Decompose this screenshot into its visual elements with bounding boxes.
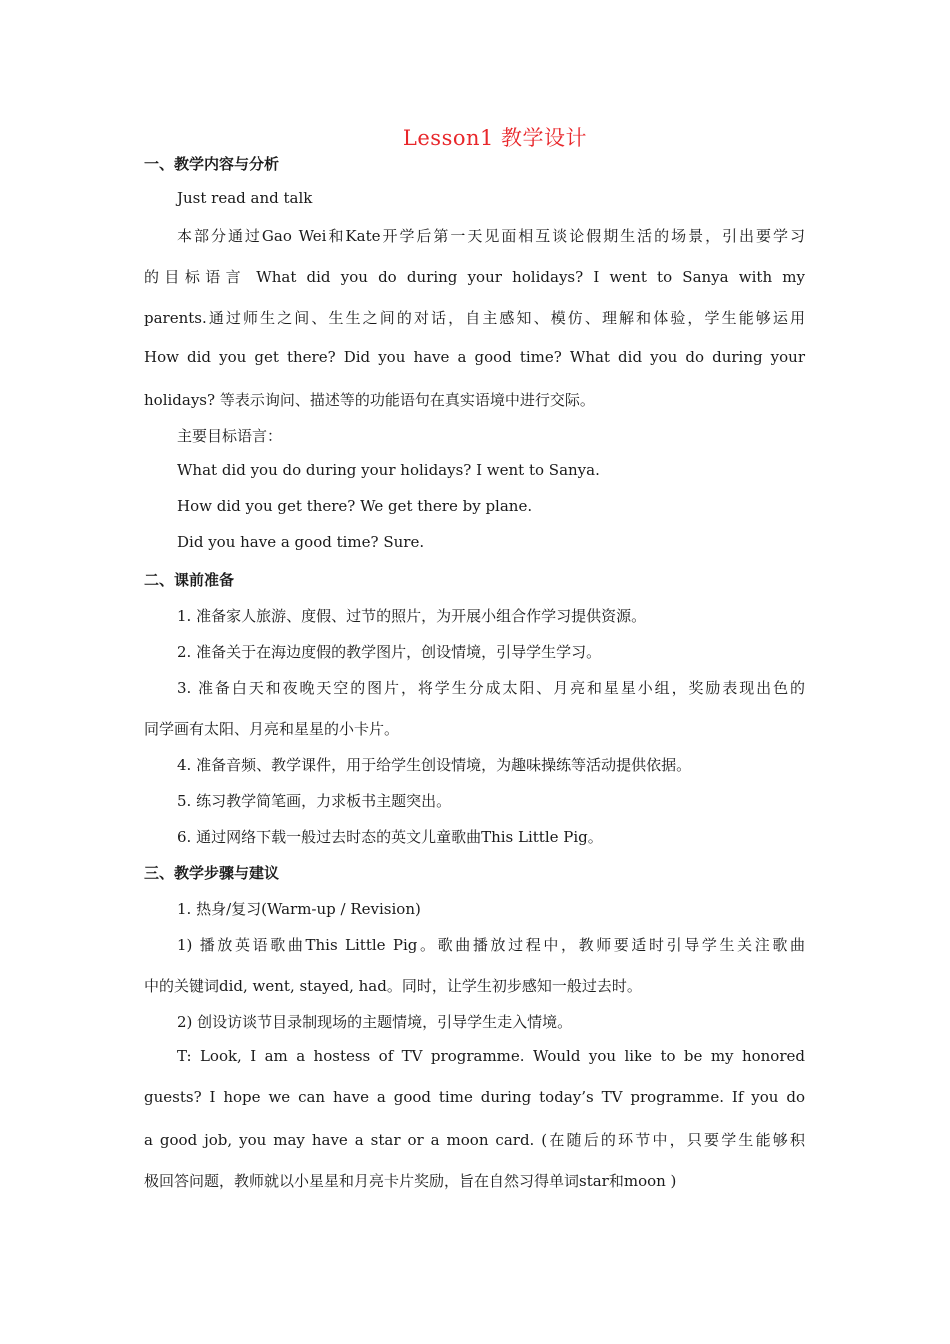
paragraph-line: 2) 创设访谈节目录制现场的主题情境，引导学生走入情境。 (177, 1013, 573, 1031)
section-heading-teaching-steps: 三、教学步骤与建议 (144, 864, 280, 882)
paragraph-line: 1. 热身/复习(Warm-up / Revision) (177, 900, 421, 918)
paragraph-line: holidays? 等表示询问、描述等的功能语句在真实语境中进行交际。 (144, 391, 595, 409)
paragraph-line: parents.通过师生之间、生生之间的对话，自主感知、模仿、理解和体验，学生能够运用 (144, 309, 805, 327)
paragraph-line: Just read and talk (177, 189, 313, 207)
list-item: 2. 准备关于在海边度假的教学图片，创设情境，引导学生学习。 (177, 643, 602, 661)
section-heading-preparation: 二、课前准备 (144, 571, 235, 589)
document-title: Lesson1 教学设计 (402, 126, 588, 150)
target-sentence: What did you do during your holidays? I went to Sanya. (177, 461, 600, 479)
paragraph-line: a good job, you may have a star or a moon card. (在随后的环节中，只要学生能够积 (144, 1131, 805, 1149)
list-item: 6. 通过网络下载一般过去时态的英文儿童歌曲This Little Pig。 (177, 828, 603, 846)
paragraph-line: 极回答问题，教师就以小星星和月亮卡片奖励，旨在自然习得单词star和moon ) (144, 1172, 677, 1190)
list-item: 4. 准备音频、教学课件，用于给学生创设情境，为趣味操练等活动提供依据。 (177, 756, 692, 774)
paragraph-line: 主要目标语言： (177, 427, 283, 445)
section-heading-content-analysis: 一、教学内容与分析 (144, 155, 280, 173)
list-item: 5. 练习教学简笔画，力求板书主题突出。 (177, 792, 452, 810)
paragraph-line: How did you get there? Did you have a good time? What did you do during your (144, 348, 805, 366)
list-item: 1. 准备家人旅游、度假、过节的照片，为开展小组合作学习提供资源。 (177, 607, 647, 625)
paragraph-line: 本部分通过Gao Wei和Kate开学后第一天见面相互谈论假期生活的场景，引出要学习 (177, 227, 805, 245)
target-sentence: How did you get there? We get there by plane. (177, 497, 533, 515)
paragraph-line: guests? I hope we can have a good time during today’s TV programme. If you do (144, 1088, 805, 1106)
paragraph-line: 1) 播放英语歌曲This Little Pig。歌曲播放过程中，教师要适时引导学生关注歌曲 (177, 936, 805, 954)
list-item: 3. 准备白天和夜晚天空的图片，将学生分成太阳、月亮和星星小组，奖励表现出色的 (177, 679, 805, 697)
paragraph-line: T: Look, I am a hostess of TV programme. Would you like to be my honored (177, 1047, 805, 1065)
target-sentence: Did you have a good time? Sure. (177, 533, 425, 551)
list-item-continuation: 同学画有太阳、月亮和星星的小卡片。 (144, 720, 400, 738)
paragraph-line: 中的关键词did, went, stayed, had。同时，让学生初步感知一般过去时。 (144, 977, 642, 995)
paragraph-line: 的目标语言 What did you do during your holidays? I went to Sanya with my (144, 268, 805, 286)
